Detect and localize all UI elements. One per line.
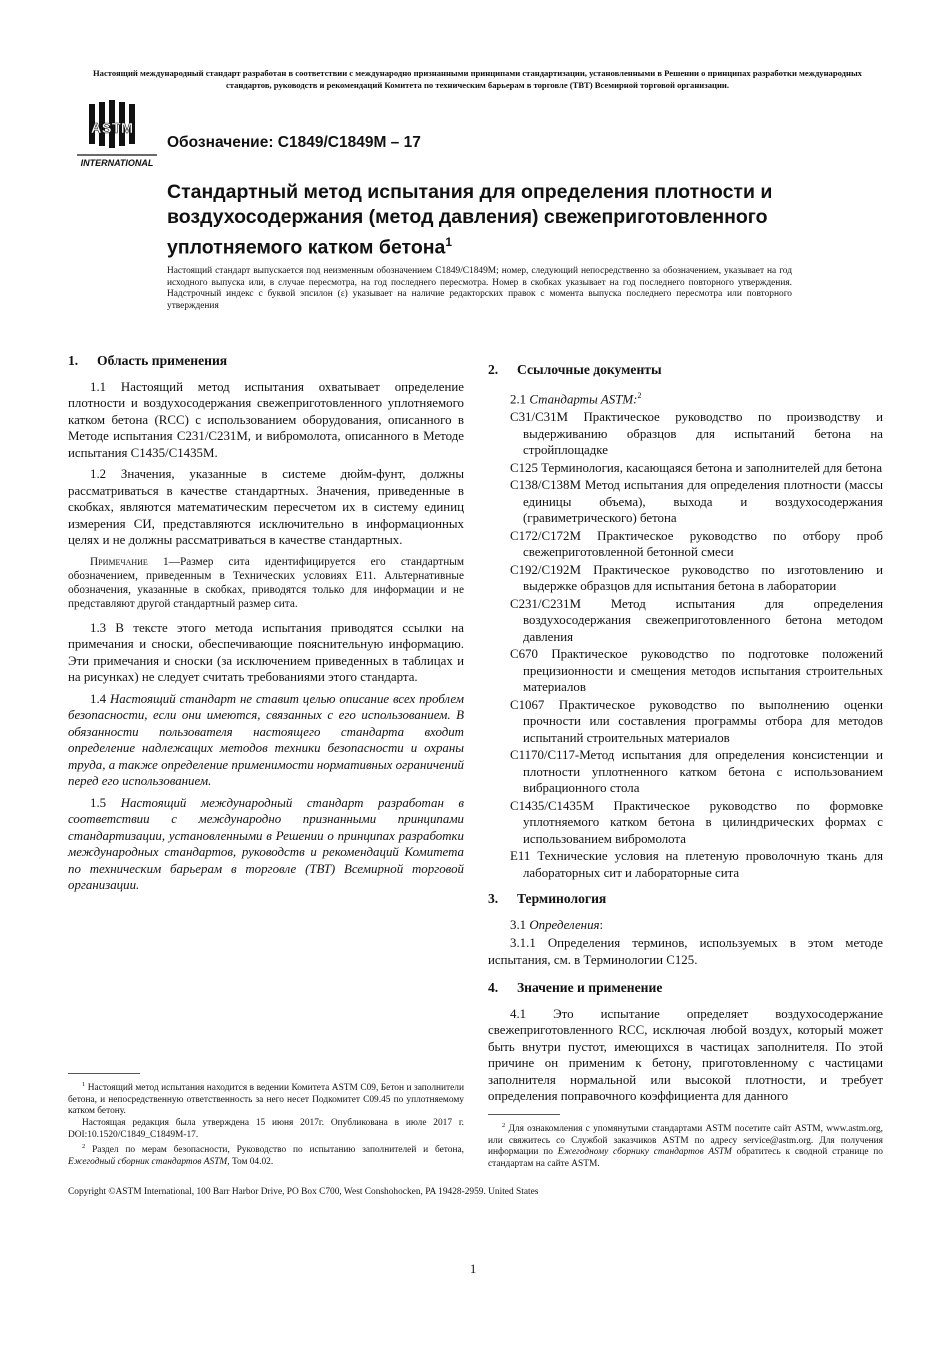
reference-item: C670 Практическое руководство по подготовке положений прецизионности и смещения методов испытания строительных материалов — [510, 647, 883, 695]
footnote-2-right: $^2$ Для ознакомления с упомянутыми стандартами ASTM посетите сайт ASTM, www.astm.org, или свяжитесь со Службой заказчиков ASTM по адресу service@astm.org. Для получения информации по Ежегодному сборнику стандартов ASTM обратитесь к сводной странице по стандартам на сайте ASTM. — [488, 1122, 883, 1169]
left-footnotes — [68, 1073, 464, 1168]
document-title: Стандартный метод испытания для определения плотности и воздухосодержания (метод давления) свежеприготовленного уплотняемого катком бетона$^1$ — [167, 181, 773, 259]
footnote-1-approval: Настоящая редакция была утверждена 15 июня 2017г. Опубликована в июле 2017 г. DOI:10.1520/C1849_C1849M-17. — [68, 1117, 464, 1140]
reference-item: C125 Терминология, касающаяся бетона и заполнителей для бетона — [510, 460, 883, 475]
footnote-1: $^1$ Настоящий метод испытания находится в ведении Комитета ASTM C09, Бетон и заполнители бетона, и непосредственную ответственность за него несет Подкомитет C09.45 по уплотняемому катком бетону. — [68, 1081, 464, 1117]
reference-item: C1435/C1435M Практическое руководство по формовке уплотняемого катком бетона в цилиндрических формах с использованием вибромолота — [510, 798, 883, 846]
reference-item: C1067 Практическое руководство по выполнению оценки прочности или составления программы отбора для методов испытаний строительных материалов — [510, 697, 883, 745]
reference-item: C192/C192M Практическое руководство по изготовлению и выдержке образцов для испытания бетона в лаборатории — [510, 562, 883, 594]
note-1: Примечание 1—Размер сита идентифицируется его стандартным обозначением, приведенным в Технических условиях E11. Альтернативные обозначения, указанные в скобках, приводятся только для информации и не представляют другой стандартный размер сита. — [68, 555, 465, 611]
section-4-heading: 4. Значение и применение — [488, 980, 663, 996]
section-3-heading: 3. Терминология — [488, 891, 607, 907]
paragraph-3-1-1: 3.1.1 Определения терминов, используемых в этом методе испытания, см. в Терминологии C125. — [488, 936, 883, 967]
right-footnotes — [488, 1114, 883, 1171]
footnote-rule — [488, 1114, 560, 1115]
footnote-2: $^2$ Раздел по мерам безопасности, Руководство по испытанию заполнителей и бетона, Ежегодный сборник стандартов ASTM, Том 04.02. — [68, 1143, 464, 1167]
paragraph-1-4: 1.4 Настоящий стандарт не ставит целью описание всех проблем безопасности, если они имеются, связанных с его использованием. В обязанности пользователя настоящего стандарта входит определение надлежащих методов техники безопасности и охраны труда, а также определение применимости нормативных ограничений перед его использованием. — [68, 691, 464, 789]
paragraph-1-5: 1.5 Настоящий международный стандарт разработан в соответствии с международно признанными принципами стандартизации, установленными в Решении о принципах разработки международных стандартов, руководств и рекомендаций Комитета по техническим барьерам в торговле (ТВТ) Всемирной торговой организации. — [68, 795, 464, 893]
top-notice: Настоящий международный стандарт разработан в соответствии с международно признанными принципами стандартизации, установленными в Решении о принципах разработки международных стандартов, руководств и рекомендаций Комитета по техническим барьерам в торговле (ТВТ) Всемирной торговой организации. — [93, 68, 862, 90]
section-2-heading: 2. Ссылочные документы — [488, 362, 662, 377]
section-1-heading: 1. Область применения — [68, 353, 228, 368]
astm-logo — [75, 100, 160, 172]
paragraph-1-2: 1.2 Значения, указанные в системе дюйм-фунт, должны рассматриваться в качестве стандартных. Значения, приведенные в скобках, являются математическим пересчетом их в систему единиц измерения СИ, представляются исключительно в информационных целях и не должны рассматриваться в качестве стандартных. — [68, 467, 464, 547]
right-column — [488, 362, 883, 1110]
paragraph-1-1: 1.1 Настоящий метод испытания охватывает определение плотности и воздухосодержания свежеприготовленного уплотняемого катком бетона (RCC) с использованием оборудования, описанного в Методе испытания C231/C231M, и вибромолота, описанного в Методе испытания C1435/C1435M. — [68, 379, 464, 460]
title-footnote-marker: 1 — [445, 235, 453, 249]
reference-list — [488, 409, 883, 881]
issue-note: Настоящий стандарт выпускается под неизменным обозначением C1849/C1849M; номер, следующий непосредственно за обозначением, указывает на год исходного выпуска или, в случае пересмотра, на год последнего пересмотра. Номер в скобках указывает на год последнего повторного утверждения. Надстрочный индекс с буквой эпсилон (ε) указывает на наличие редакторских правок с момента выпуска последнего пересмотра или повторного утверждения — [167, 266, 792, 311]
logo-international: INTERNATIONAL — [80, 158, 154, 168]
paragraph-4-1: 4.1 Это испытание определяет воздухосодержание свежеприготовленного RCC, исключая любой воздух, который может быть внутри пустот, имеющихся в частицах заполнителя. По этой причине он применим к бетону, приготовленному с частицами заполнителя нормальной или высокой плотности, и требует определения поправочного коэффициента для данного — [488, 1006, 883, 1104]
reference-item: C138/C138M Метод испытания для определения плотности (массы единицы объема), выхода и воздухосодержания (гравиметрического) бетона — [510, 478, 883, 526]
reference-item: C31/C31M Практическое руководство по производству и выдерживанию образцов для испытаний бетона на стройплощадке — [510, 410, 883, 458]
paragraph-1-3: 1.3 В тексте этого метода испытания приводятся ссылки на примечания и сноски, обеспечивающие пояснительную информацию. Эти примечания и сноски (за исключением приведенных в таблицах и на рисунках) не следует считать требованиями этого стандарта. — [68, 620, 464, 685]
reference-item: E11 Технические условия на плетеную проволочную ткань для лабораторных сит и лабораторные сита — [510, 849, 883, 880]
copyright: Copyright ©ASTM International, 100 Barr Harbor Drive, PO Box C700, West Conshohocken, PA 19428-2959. United States — [68, 1187, 539, 1197]
reference-item: C231/C231M Метод испытания для определения воздухосодержания свежеприготовленного бетона методом давления — [510, 596, 883, 644]
subsection-2-1: 2.1 Стандарты ASTM:$^2$ — [510, 390, 642, 406]
subsection-3-1: 3.1 Определения: — [510, 917, 604, 932]
left-column — [68, 353, 464, 899]
footnote-rule — [68, 1073, 140, 1074]
reference-item: C172/C172M Практическое руководство по отбору проб свежеприготовленной бетонной смеси — [510, 528, 883, 560]
page-number: 1 — [470, 1262, 477, 1276]
designation: Обозначение: C1849/C1849M – 17 — [167, 134, 421, 151]
logo-text: ASTM — [90, 120, 134, 137]
reference-item: C1170/C117-Метод испытания для определения консистенции и плотности уплотненного катком бетона с использованием вибрационного стола — [510, 748, 883, 796]
